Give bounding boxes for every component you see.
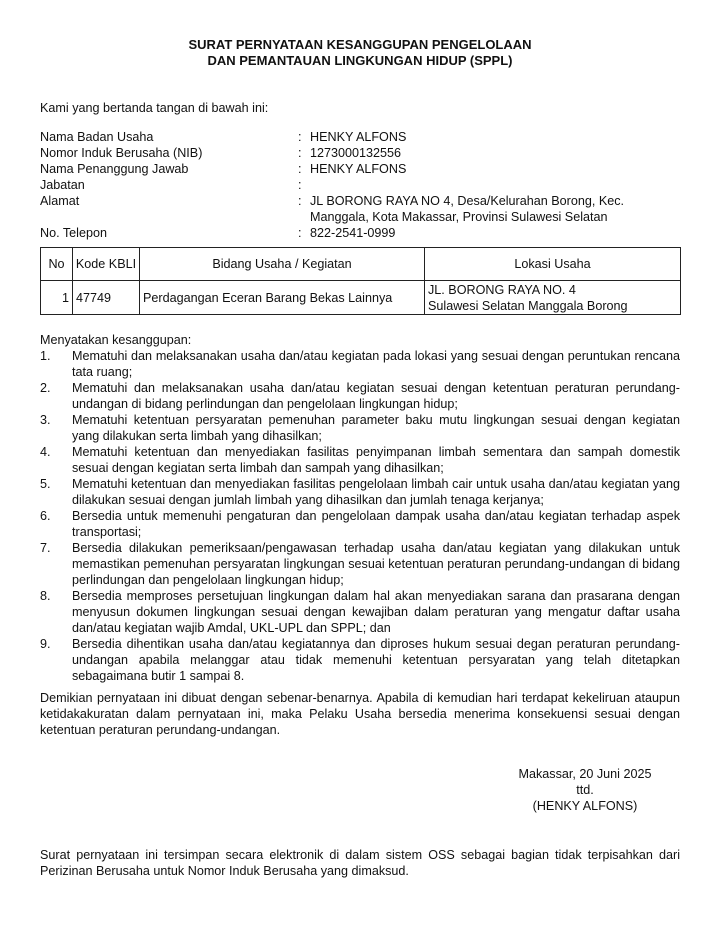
identity-row-position	[40, 177, 680, 193]
item-number: 4.	[40, 445, 51, 459]
cell-kbli: 47749	[73, 281, 140, 315]
identity-value: 1273000132556	[310, 146, 402, 160]
title-line-1: SURAT PERNYATAAN KESANGGUPAN PENGELOLAAN	[188, 37, 532, 52]
identity-colon: :	[298, 194, 302, 208]
item-text: Bersedia untuk memenuhi pengaturan dan pengelolaan dampak usaha dan/atau kegiatan terhadap aspek transportasi;	[72, 509, 680, 539]
identity-colon: :	[298, 130, 302, 144]
header-no: No	[41, 248, 73, 281]
item-number: 7.	[40, 541, 51, 555]
document-title	[0, 37, 720, 69]
item-text: Bersedia memproses persetujuan lingkungan dalam hal akan menyediakan sarana dan prasarana dengan menyusun dokumen lingkungan sesuai dengan kewajiban dalam peraturan yang mengatur daftar usaha dan/atau kegiatan wajib Amdal, UKL-UPL dan SPPL; dan	[72, 589, 680, 635]
identity-value: HENKY ALFONS	[310, 130, 407, 144]
signature-block	[490, 766, 680, 814]
signature-ttd: ttd.	[576, 783, 594, 797]
item-number: 3.	[40, 413, 51, 427]
identity-row-address	[40, 193, 680, 225]
identity-row-company	[40, 129, 680, 145]
commitments-list	[40, 348, 680, 684]
closing-paragraph: Demikian pernyataan ini dibuat dengan sebenar-benarnya. Apabila di kemudian hari terdapat kekeliruan ataupun ketidakakuratan dalam pernyataan ini, maka Pelaku Usaha bersedia menerima konsekuensi sesuai dengan ketentuan peraturan perundang-undangan.	[40, 691, 680, 737]
list-item	[40, 348, 680, 380]
list-item	[40, 380, 680, 412]
header-kbli: Kode KBLI	[73, 248, 140, 281]
item-text: Mematuhi dan melaksanakan usaha dan/atau kegiatan sesuai dengan ketentuan peraturan perundang-undangan di bidang perlindungan dan pengelolaan lingkungan hidup;	[72, 381, 680, 411]
identity-value: HENKY ALFONS	[310, 162, 407, 176]
identity-colon: :	[298, 226, 302, 240]
footer-note: Surat pernyataan ini tersimpan secara elektronik di dalam sistem OSS sebagai bagian tidak terpisahkan dari Perizinan Berusaha untuk Nomor Induk Berusaha yang dimaksud.	[40, 848, 680, 878]
list-item	[40, 636, 680, 684]
identity-label: Nama Penanggung Jawab	[40, 162, 189, 176]
list-item	[40, 476, 680, 508]
header-lokasi: Lokasi Usaha	[425, 248, 681, 281]
item-text: Mematuhi ketentuan dan menyediakan fasilitas pengelolaan limbah cair untuk usaha dan/atau kegiatan yang dilakukan sesuai dengan jumlah limbah yang dihasilkan dan jumlah tenaga kerjanya;	[72, 477, 680, 507]
cell-bidang: Perdagangan Eceran Barang Bekas Lainnya	[140, 281, 425, 315]
commitments-section	[40, 332, 680, 684]
identity-block	[40, 129, 680, 241]
identity-label: Nomor Induk Berusaha (NIB)	[40, 146, 203, 160]
item-number: 8.	[40, 589, 51, 603]
identity-value: JL BORONG RAYA NO 4, Desa/Kelurahan Borong, Kec. Manggala, Kota Makassar, Provinsi Sulawesi Selatan	[310, 194, 625, 224]
identity-label: No. Telepon	[40, 226, 107, 240]
list-item	[40, 444, 680, 476]
item-text: Bersedia dihentikan usaha dan/atau kegiatannya dan diproses hukum sesuai degan peraturan perundang-undangan apabila melanggar atau tidak memenuhi ketentuan persyaratan yang telah ditetapkan sebagaimana butir 1 sampai 8.	[72, 637, 680, 683]
item-number: 1.	[40, 349, 51, 363]
table-row	[41, 281, 681, 315]
header-bidang: Bidang Usaha / Kegiatan	[140, 248, 425, 281]
identity-label: Jabatan	[40, 178, 85, 192]
list-item	[40, 508, 680, 540]
identity-row-phone	[40, 225, 680, 241]
item-text: Bersedia dilakukan pemeriksaan/pengawasan terhadap usaha dan/atau kegiatan yang dilakukan untuk memastikan pemenuhan persyaratan lingkungan sesuai ketentuan peraturan perundang-undangan di bidang perlindungan dan pengelolaan lingkungan hidup;	[72, 541, 680, 587]
list-item	[40, 540, 680, 588]
item-number: 2.	[40, 381, 51, 395]
item-number: 5.	[40, 477, 51, 491]
kbli-table	[40, 247, 681, 315]
item-number: 6.	[40, 509, 51, 523]
intro-text: Kami yang bertanda tangan di bawah ini:	[40, 101, 269, 115]
signature-place-date: Makassar, 20 Juni 2025	[518, 767, 652, 781]
cell-lokasi: JL. BORONG RAYA NO. 4 Sulawesi Selatan Manggala Borong	[425, 281, 681, 315]
item-number: 9.	[40, 637, 51, 651]
signature-name: (HENKY ALFONS)	[532, 799, 638, 813]
identity-row-person	[40, 161, 680, 177]
identity-colon: :	[298, 178, 302, 192]
list-item	[40, 588, 680, 636]
identity-label: Alamat	[40, 194, 80, 208]
cell-no: 1	[41, 281, 73, 315]
item-text: Mematuhi dan melaksanakan usaha dan/atau kegiatan pada lokasi yang sesuai dengan peruntukan rencana tata ruang;	[72, 349, 680, 379]
item-text: Mematuhi ketentuan persyaratan pemenuhan parameter baku mutu lingkungan sesuai dengan kegiatan yang dilakukan serta limbah yang dihasilkan;	[72, 413, 680, 443]
list-item	[40, 412, 680, 444]
identity-colon: :	[298, 146, 302, 160]
identity-label: Nama Badan Usaha	[40, 130, 154, 144]
table-header-row	[41, 248, 681, 281]
item-text: Mematuhi ketentuan dan menyediakan fasilitas penyimpanan limbah sementara dan sampah domestik sesuai dengan kegiatan serta limbah dan sampah yang dihasilkan;	[72, 445, 680, 475]
commitments-heading: Menyatakan kesanggupan:	[40, 333, 192, 347]
identity-value: 822-2541-0999	[310, 226, 396, 240]
identity-value	[310, 177, 680, 193]
title-line-2: DAN PEMANTAUAN LINGKUNGAN HIDUP (SPPL)	[207, 53, 513, 68]
identity-row-nib	[40, 145, 680, 161]
identity-colon: :	[298, 162, 302, 176]
